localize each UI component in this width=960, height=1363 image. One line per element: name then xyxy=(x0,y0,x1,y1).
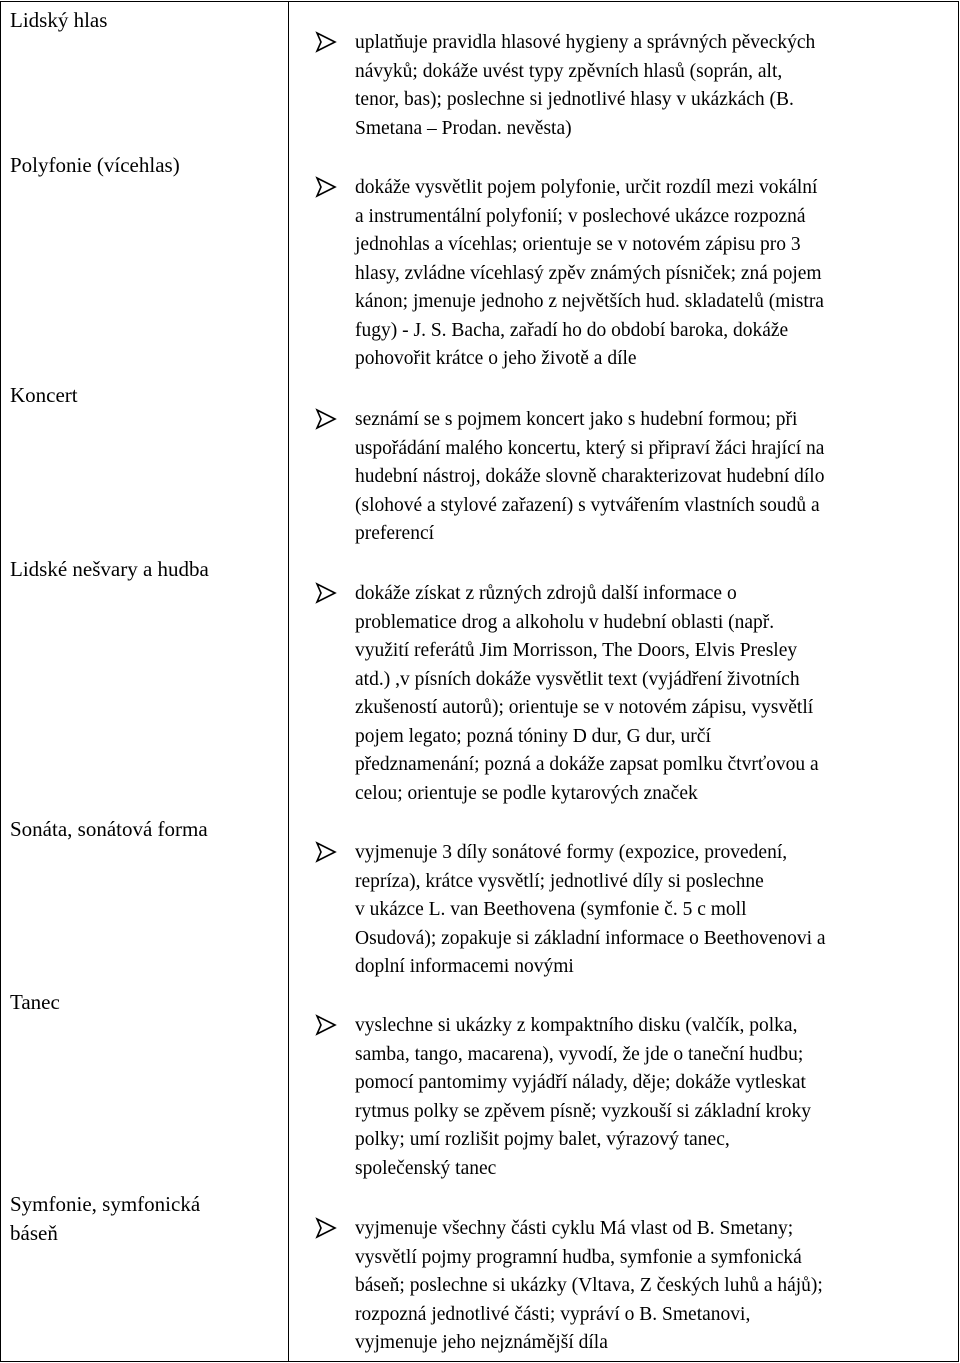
outcome-text: vyslechne si ukázky z kompaktního disku (valčík, polka, samba, tango, macarena), vyvodí, že jde o taneční hudbu; pomocí pantomimy vyjádří nálady, děje; dokáže vytleskat rytmus polky se zpěvem písně; vyzkouší si základní kroky polky; umí rozlišit pojmy balet, výrazový tanec, společenský tanec xyxy=(355,1015,812,1179)
topic-symphony: Symfonie, symfonická báseň xyxy=(10,1192,201,1245)
outcome-concert xyxy=(321,406,943,549)
outcome-symphony xyxy=(321,1215,943,1358)
arrowhead-bullet-icon xyxy=(315,1014,337,1036)
outcome-text: dokáže vysvětlit pojem polyfonie, určit rozdíl mezi vokální a instrumentální polyfonií; v poslechové ukázce rozpozná jednohlas a vícehlas; orientuje se v notovém zápisu pro 3 hlasy, zvládne vícehlasý zpěv známých písniček; zná pojem kánon; jmenuje jednoho z největších hud. skladatelů (mistra fugy) - J. S. Bacha, zařadí ho do období baroka, dokáže pohovořit krátce o jeho životě a díle xyxy=(355,177,824,369)
arrowhead-bullet-icon xyxy=(315,1217,337,1239)
outcome-dance xyxy=(321,1012,943,1183)
curriculum-table xyxy=(0,1,959,1362)
arrowhead-bullet-icon xyxy=(315,176,337,198)
outcome-text: vyjmenuje všechny části cyklu Má vlast od B. Smetany; vysvětlí pojmy programní hudba, symfonie a symfonická báseň; poslechne si ukázky (Vltava, Z českých luhů a hájů); rozpozná jednotlivé části; vypráví o B. Smetanovi, vyjmenuje jeho nejznámější díla xyxy=(355,1218,823,1353)
arrowhead-bullet-icon xyxy=(315,841,337,863)
arrowhead-bullet-icon xyxy=(315,31,337,53)
topic-dance: Tanec xyxy=(10,990,60,1014)
outcome-polyphony xyxy=(321,174,943,374)
column-divider xyxy=(288,2,289,1361)
outcome-sonata-form xyxy=(321,839,943,982)
topic-concert: Koncert xyxy=(10,383,78,407)
topic-sonata-form: Sonáta, sonátová forma xyxy=(10,817,208,841)
outcome-text: seznámí se s pojmem koncert jako s hudební formou; při uspořádání malého koncertu, který si připraví žáci hrající na hudební nástroj, dokáže slovně charakterizovat hudební dílo (slohové a stylové zařazení) s vytvářením vlastních soudů a preferencí xyxy=(355,409,825,544)
outcome-text: dokáže získat z různých zdrojů další informace o problematice drog a alkoholu v hudební oblasti (např. využití referátů Jim Morrisson, The Doors, Elvis Presley atd.) ,v písních dokáže vysvětlit text (vyjádření životních zkušeností autorů); orientuje se v notovém zápisu, vysvětlí pojem legato; pozná tóniny D dur, G dur, určí předznamenání; pozná a dokáže zapsat pomlku čtvrťovou a celou; orientuje se podle kytarových značek xyxy=(355,583,819,804)
topic-vices-and-music: Lidské nešvary a hudba xyxy=(10,557,209,581)
topic-human-voice: Lidský hlas xyxy=(10,8,108,32)
outcome-text: uplatňuje pravidla hlasové hygieny a správných pěveckých návyků; dokáže uvést typy zpěvních hlasů (soprán, alt, tenor, bas); poslechne si jednotlivé hlasy v ukázkách (B. Smetana – Prodan. nevěsta) xyxy=(355,32,816,139)
arrowhead-bullet-icon xyxy=(315,582,337,604)
arrowhead-bullet-icon xyxy=(315,408,337,430)
outcome-text: vyjmenuje 3 díly sonátové formy (expozice, provedení, repríza), krátce vysvětlí; jednotlivé díly si poslechne v ukázce L. van Beethovena (symfonie č. 5 c moll Osudová); zopakuje si základní informace o Beethovenovi a doplní informacemi novými xyxy=(355,842,826,977)
topic-polyphony: Polyfonie (vícehlas) xyxy=(10,153,180,177)
outcome-vices-and-music xyxy=(321,580,943,808)
outcome-human-voice xyxy=(321,29,943,143)
